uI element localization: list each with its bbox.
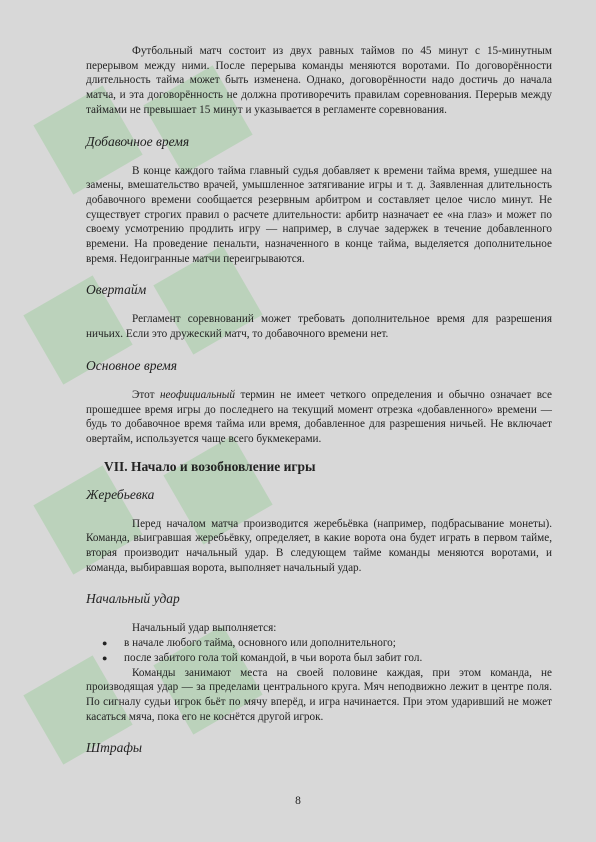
heading-penalties: Штрафы: [86, 740, 143, 756]
main-time-text-before: Этот: [132, 388, 160, 401]
kickoff-bullet-list: [86, 636, 552, 665]
bullet-icon: ●: [102, 638, 108, 649]
bullet-icon: ●: [102, 652, 108, 663]
heading-main-time: Основное время: [86, 357, 178, 373]
bullet-text: после забитого гола той командой, в чьи ворота был забит гол.: [124, 651, 423, 664]
kickoff-paragraph: Команды занимают места на своей половине каждая, при этом команда, не производящая удар — за пределами центрального круга. Мяч неподвижно лежит в центре поля. По сигналу судьи игрок бьёт по мячу вперёд, и игра начинается. При этом ударивший не может касаться мяча, пока его не коснётся другой игрок.: [86, 666, 552, 723]
heading-kickoff: Начальный удар: [86, 591, 180, 607]
main-time-italic-term: неофициальный: [159, 388, 235, 401]
chapter-heading: VII. Начало и возобновление игры: [104, 458, 316, 474]
heading-overtime: Овертайм: [86, 282, 147, 298]
added-time-paragraph: В конце каждого тайма главный судья добавляет к времени тайма время, ушедшее на замены, вмешательство врачей, умышленное затягивание игры и т. д. Заявленная длительность добавочного времени сообщается резервным арбитром и составляет целое число минут. Не существует строгих правил о расчете длительности: арбитр назначает ее «на глаз» и может по своему усмотрению продлить игру — например, в случае задержек в течение добавленного времени. На проведение пенальти, назначенного в конце тайма, выделяется дополнительное время. Недоигранные матчи переигрываются.: [86, 164, 552, 265]
heading-coin-toss: Жеребьевка: [86, 486, 155, 502]
bullet-text: в начале любого тайма, основного или дополнительного;: [124, 637, 396, 650]
page-content: [86, 44, 552, 770]
list-item: [86, 636, 552, 651]
kickoff-lead: Начальный удар выполняется:: [132, 622, 277, 635]
main-time-text-after: термин не имеет четкого определения и обычно означает все прошедшее время игры до последнего на текущий момент отрезка «добавленного» времени — будь то добавочное время тайма или время, добавленное для разрешения ничьей. Не включает овертайм, используется чаще всего букмекерами.: [86, 388, 552, 445]
main-time-paragraph: [86, 388, 552, 447]
heading-added-time: Добавочное время: [86, 133, 190, 149]
overtime-paragraph: Регламент соревнований может требовать дополнительное время для разрешения ничьих. Если это дружеский матч, то добавочного времени нет.: [86, 313, 552, 341]
intro-paragraph: Футбольный матч состоит из двух равных таймов по 45 минут с 15-минутным перерывом между ними. После перерыва команды меняются воротами. По договорённости длительность тайма может быть изменена. Однако, договорённости надо достичь до начала матча, и эта договорённость не должна противоречить правилам соревнования. Перерыв между таймами не превышает 15 минут и указывается в регламенте соревнования.: [86, 45, 552, 116]
list-item: [86, 651, 552, 666]
coin-toss-paragraph: Перед началом матча производится жеребьёвка (например, подбрасывание монеты). Команда, выигравшая жеребьёвку, определяет, в какие ворота она будет играть в первом тайме, вторая производит начальный удар. В следующем тайме команды меняются воротами, и команда, выбиравшая ворота, выполняет начальный удар.: [86, 517, 552, 574]
page-number: 8: [295, 795, 301, 807]
